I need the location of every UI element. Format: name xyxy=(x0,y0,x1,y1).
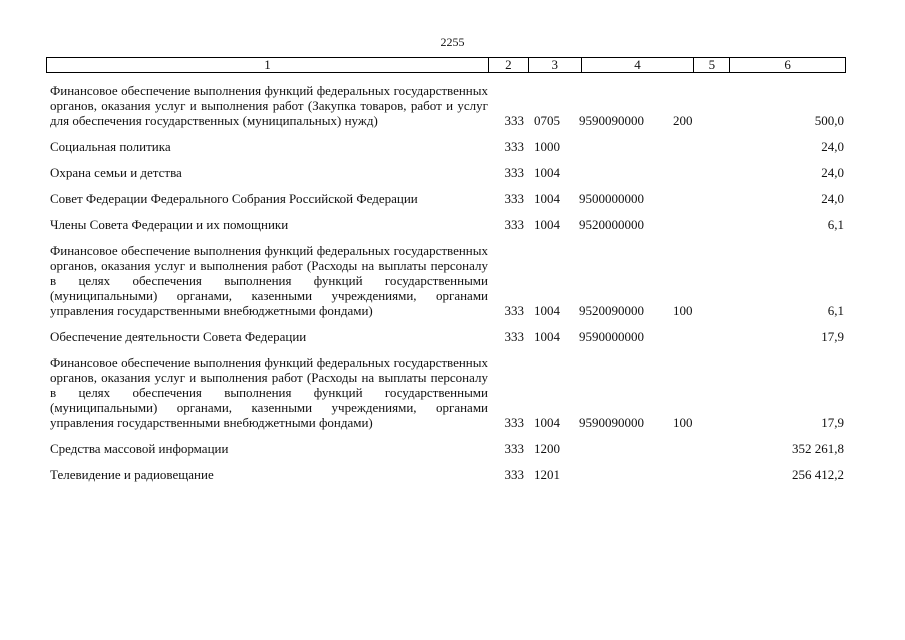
row-section: 1004 xyxy=(534,217,560,232)
row-sum: 24,0 xyxy=(821,165,844,180)
row-expense-type: 200 xyxy=(673,113,693,128)
row-name: Охрана семьи и детства xyxy=(50,165,182,180)
column-header-5: 5 xyxy=(694,58,730,72)
row-name: Средства массовой информации xyxy=(50,441,229,456)
row-sum: 17,9 xyxy=(821,329,844,344)
row-expense-type: 100 xyxy=(673,303,693,318)
row-grbs: 333 xyxy=(504,139,524,154)
row-sum: 17,9 xyxy=(821,415,844,430)
row-grbs: 333 xyxy=(504,113,524,128)
row-grbs: 333 xyxy=(504,191,524,206)
row-article: 9590090000 xyxy=(579,113,644,128)
table-row xyxy=(50,191,846,206)
row-sum: 352 261,8 xyxy=(792,441,844,456)
column-header-4: 4 xyxy=(582,58,695,72)
column-header-1: 1 xyxy=(47,58,489,72)
row-name: Члены Совета Федерации и их помощники xyxy=(50,217,289,232)
page-number: 2255 xyxy=(440,35,465,49)
row-article: 9520090000 xyxy=(579,303,644,318)
row-name: Финансовое обеспечение выполнения функций федеральных государственных органов, оказания услуг и выполнения работ (Закупка товаров, работ и услуг для обеспечения государственных (муниципальных) нужд) xyxy=(50,83,488,128)
row-sum: 24,0 xyxy=(821,139,844,154)
table-header xyxy=(46,57,846,73)
budget-table xyxy=(50,83,846,493)
row-name: Финансовое обеспечение выполнения функций федеральных государственных органов, оказания услуг и выполнения работ (Расходы на выплаты персоналу в целях обеспечения выполнения функций государственными (муниципальными) органами, казенными учреждениями, органами управления государственными внебюджетными фондами) xyxy=(50,243,488,318)
column-header-3: 3 xyxy=(529,58,582,72)
row-article: 9500000000 xyxy=(579,191,644,206)
row-sum: 500,0 xyxy=(814,113,844,128)
row-grbs: 333 xyxy=(504,467,524,482)
row-article: 9590000000 xyxy=(579,329,644,344)
row-name: Социальная политика xyxy=(50,139,171,154)
table-row xyxy=(50,355,846,430)
table-row xyxy=(50,217,846,232)
column-header-6: 6 xyxy=(784,57,791,72)
row-grbs: 333 xyxy=(504,441,524,456)
row-sum: 6,1 xyxy=(827,303,844,318)
row-name: Финансовое обеспечение выполнения функций федеральных государственных органов, оказания услуг и выполнения работ (Расходы на выплаты персоналу в целях обеспечения выполнения функций государственными (муниципальными) органами, казенными учреждениями, органами управления государственными внебюджетными фондами) xyxy=(50,355,488,430)
table-row xyxy=(50,165,846,180)
row-article: 9590090000 xyxy=(579,415,644,430)
row-section: 1004 xyxy=(534,303,560,318)
row-section: 1201 xyxy=(534,467,560,482)
column-header-2: 2 xyxy=(489,58,529,72)
row-grbs: 333 xyxy=(504,217,524,232)
row-grbs: 333 xyxy=(504,415,524,430)
row-sum: 6,1 xyxy=(827,217,844,232)
row-section: 1004 xyxy=(534,165,560,180)
table-row xyxy=(50,243,846,318)
row-section: 1004 xyxy=(534,329,560,344)
table-row xyxy=(50,441,846,456)
row-section: 1000 xyxy=(534,139,560,154)
row-sum: 256 412,2 xyxy=(792,467,844,482)
row-grbs: 333 xyxy=(504,303,524,318)
row-section: 0705 xyxy=(534,113,560,128)
row-section: 1200 xyxy=(534,441,560,456)
row-grbs: 333 xyxy=(504,329,524,344)
table-row xyxy=(50,83,846,128)
row-article: 9520000000 xyxy=(579,217,644,232)
table-row xyxy=(50,467,846,482)
row-section: 1004 xyxy=(534,415,560,430)
table-row xyxy=(50,329,846,344)
row-name: Обеспечение деятельности Совета Федерации xyxy=(50,329,307,344)
row-name: Совет Федерации Федерального Собрания Российской Федерации xyxy=(50,191,418,206)
row-name: Телевидение и радиовещание xyxy=(50,467,214,482)
row-grbs: 333 xyxy=(504,165,524,180)
row-expense-type: 100 xyxy=(673,415,693,430)
row-section: 1004 xyxy=(534,191,560,206)
table-row xyxy=(50,139,846,154)
row-sum: 24,0 xyxy=(821,191,844,206)
